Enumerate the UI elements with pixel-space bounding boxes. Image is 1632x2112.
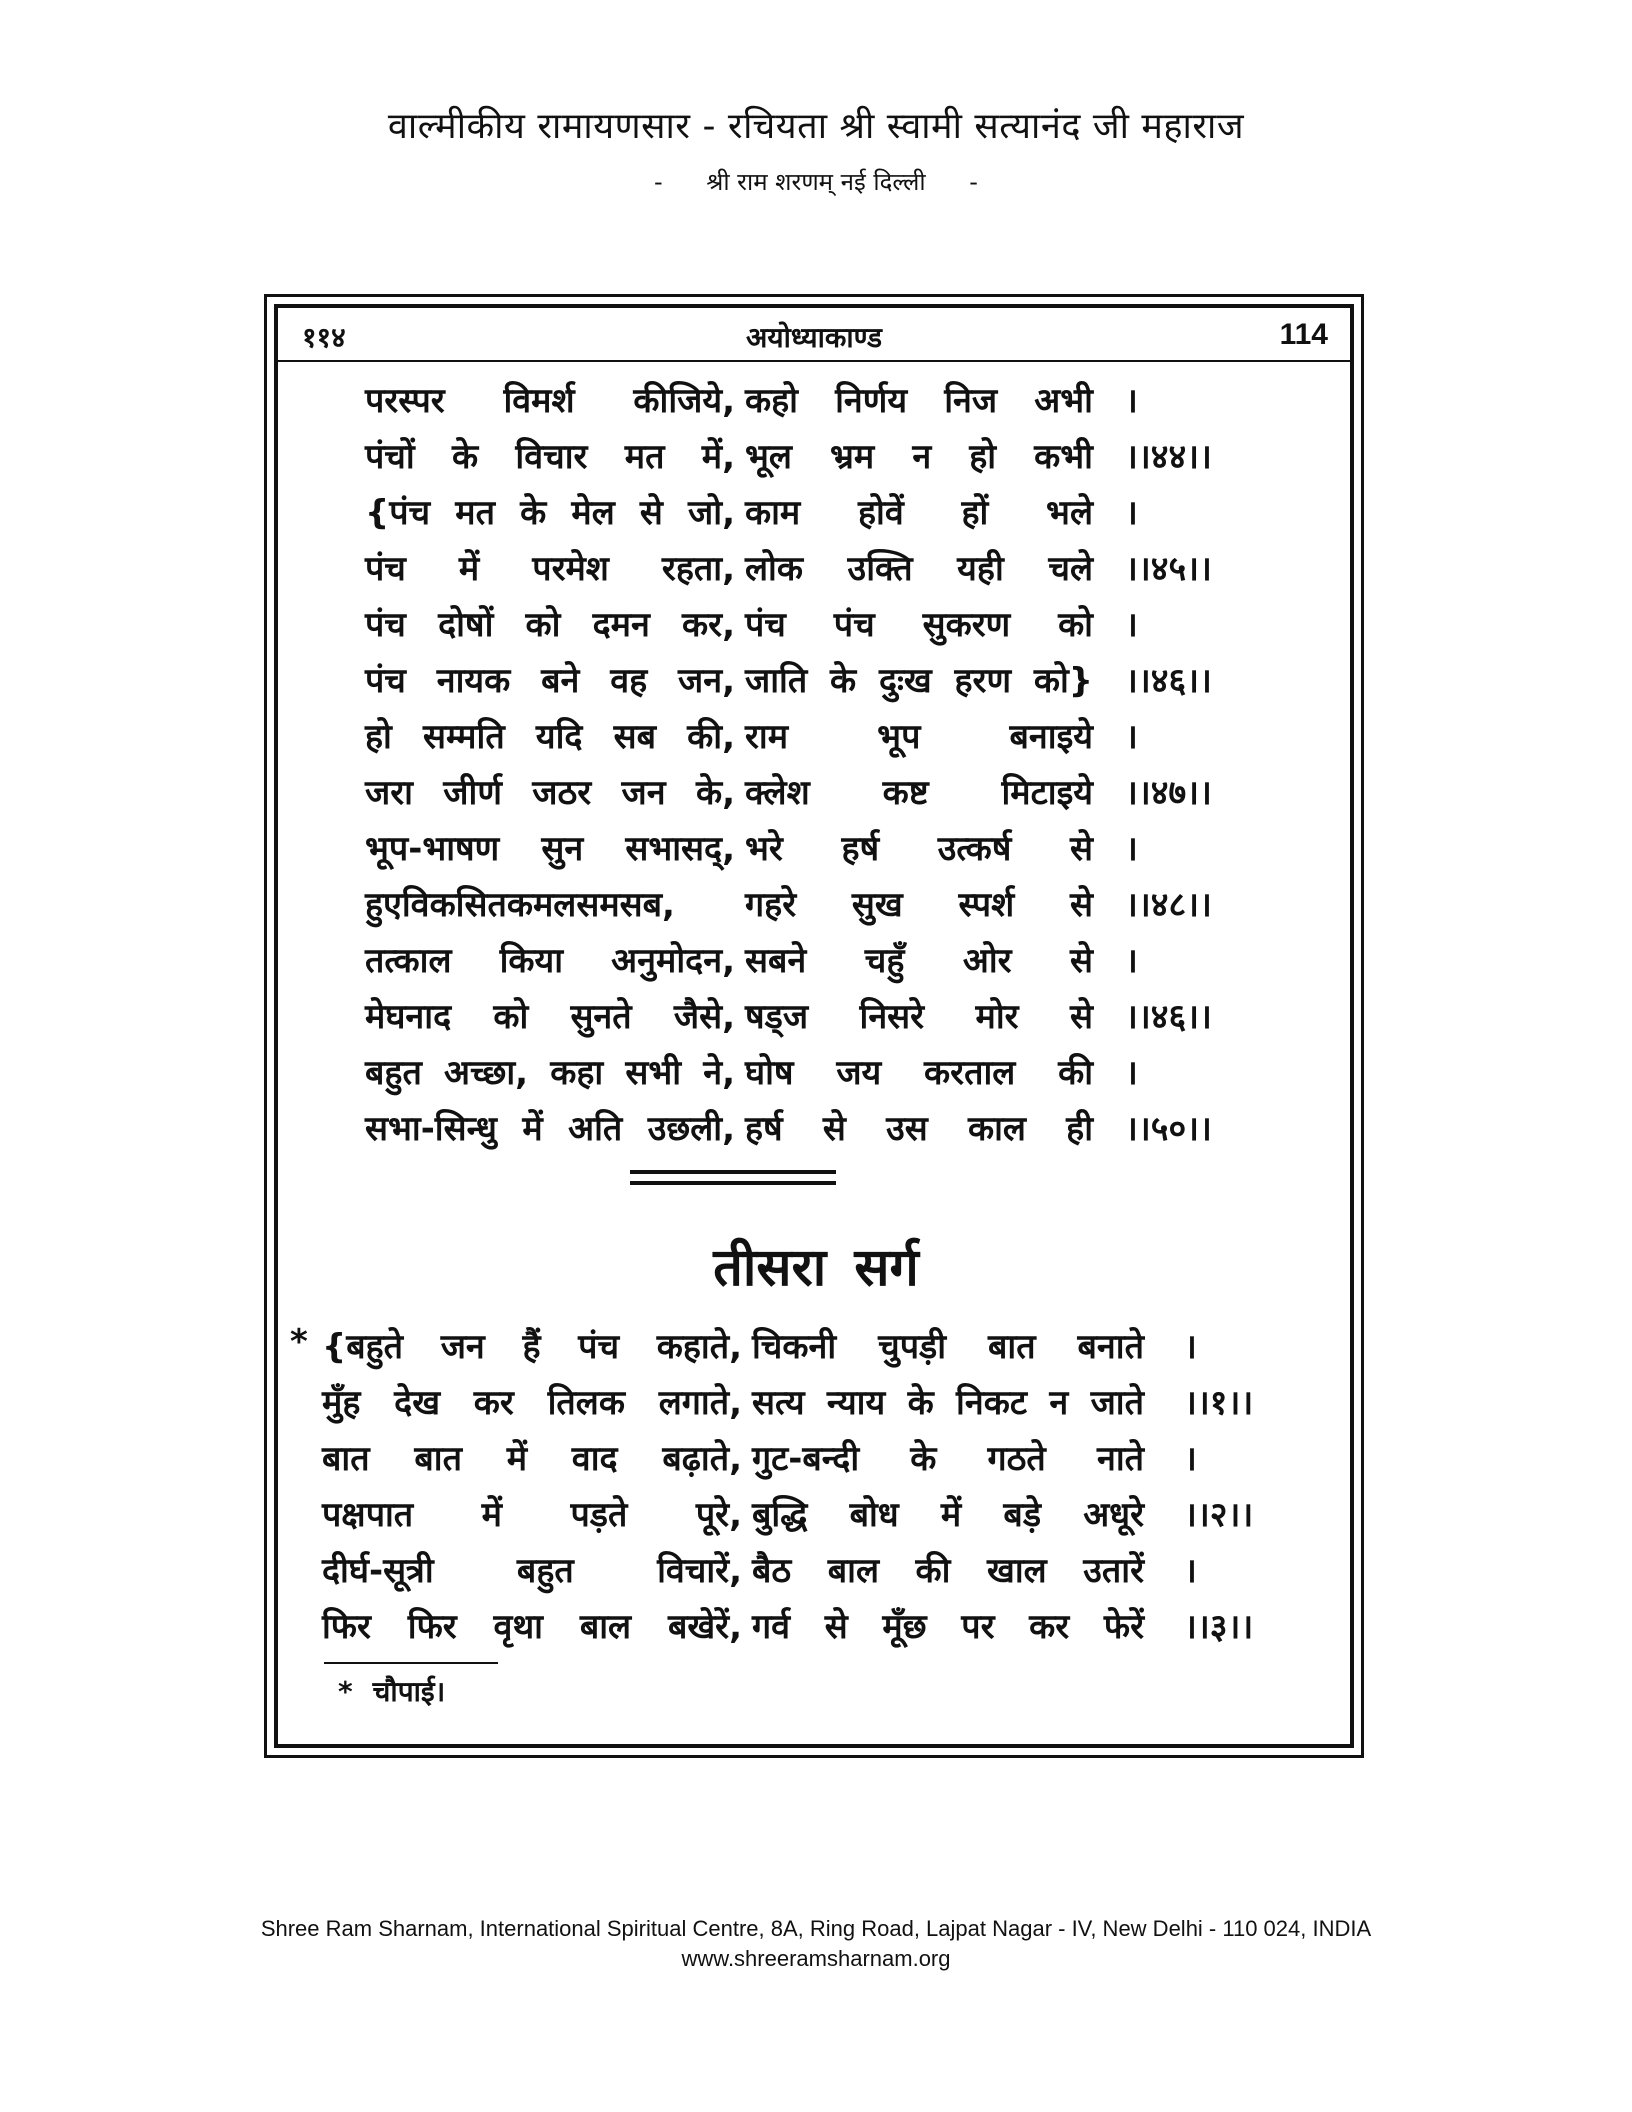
section-title: अयोध्याकाण्ड	[746, 321, 882, 354]
verse-mark: ।	[1125, 493, 1138, 533]
verse-line	[365, 656, 1265, 712]
verse-second-half: क्लेश कष्ट मिटाइये	[745, 773, 1093, 813]
verse-line	[365, 992, 1265, 1048]
verse-line	[365, 768, 1265, 824]
verse-second-half: बुद्धि बोध में बड़े अधूरे	[752, 1495, 1144, 1535]
verse-mark: ।	[1125, 1053, 1138, 1093]
document-title: वाल्मीकीय रामायणसार - रचियता श्री स्वामी सत्यानंद जी महाराज	[387, 106, 1245, 147]
verse-mark: ।	[1184, 1327, 1197, 1367]
verse-line	[290, 1434, 1290, 1490]
verse-block-2	[290, 1322, 1290, 1658]
verse-second-half: कहो निर्णय निज अभी	[745, 381, 1093, 421]
verse-line	[290, 1602, 1290, 1658]
verse-second-half: सत्य न्याय के निकट न जाते	[752, 1383, 1144, 1423]
section-divider-top	[630, 1170, 836, 1174]
verse-second-half: घोष जय करताल की	[745, 1053, 1093, 1093]
verse-mark: ।।१।।	[1184, 1383, 1254, 1423]
verse-first-half: जरा जीर्ण जठर जन के,	[365, 773, 735, 813]
footer-address: Shree Ram Sharnam, International Spiritual Centre, 8A, Ring Road, Lajpat Nagar - IV, New Delhi - 110 024, INDIA	[260, 1916, 1372, 1941]
verse-block-1	[365, 376, 1265, 1160]
verse-first-half: पंचों के विचार मत में,	[365, 437, 735, 477]
verse-first-half: पंच नायक बने वह जन,	[365, 661, 735, 701]
verse-first-half: पंच दोषों को दमन कर,	[365, 605, 735, 645]
verse-line	[365, 1048, 1265, 1104]
verse-line	[365, 712, 1265, 768]
verse-second-half: सबने चहुँ ओर से	[745, 941, 1093, 981]
verse-second-half: हर्ष से उस काल ही	[745, 1109, 1093, 1149]
verse-first-half: दीर्घ-सूत्री बहुत विचारें,	[322, 1551, 742, 1591]
verse-mark: ।	[1125, 941, 1138, 981]
verse-mark: ।	[1125, 717, 1138, 757]
verse-mark: ।।३।।	[1184, 1607, 1254, 1647]
verse-first-half: परस्पर विमर्श कीजिये,	[365, 381, 735, 421]
verse-first-half: {पंच मत के मेल से जो,	[365, 493, 735, 533]
verse-second-half: लोक उक्ति यही चले	[745, 549, 1093, 589]
verse-line	[365, 600, 1265, 656]
verse-first-half: बहुत अच्छा, कहा सभी ने,	[365, 1053, 735, 1093]
verse-mark: ।।४४।।	[1125, 437, 1212, 477]
verse-line	[365, 936, 1265, 992]
verse-mark: ।	[1125, 381, 1138, 421]
subtitle-text: श्री राम शरणम् नई दिल्ली	[706, 168, 926, 196]
verse-second-half: भूल भ्रम न हो कभी	[745, 437, 1093, 477]
subtitle-dash-right: -	[969, 168, 978, 196]
verse-mark: ।	[1184, 1551, 1197, 1591]
verse-first-half: हो सम्मति यदि सब की,	[365, 717, 735, 757]
footnote-star-marker: *	[290, 1322, 308, 1362]
verse-line	[290, 1490, 1290, 1546]
verse-second-half: राम भूप बनाइये	[745, 717, 1093, 757]
verse-second-half: पंच पंच सुकरण को	[745, 605, 1093, 645]
footer-website: www.shreeramsharnam.org	[681, 1946, 951, 1971]
verse-line	[290, 1546, 1290, 1602]
verse-mark: ।	[1125, 829, 1138, 869]
page-header-bar	[278, 318, 1350, 362]
verse-line	[365, 376, 1265, 432]
subtitle-dash-left: -	[654, 168, 663, 196]
verse-line	[365, 488, 1265, 544]
footnote-text: चौपाई।	[372, 1675, 446, 1708]
verse-line	[365, 544, 1265, 600]
section-divider-bottom	[630, 1181, 836, 1185]
verse-second-half: बैठ बाल की खाल उतारें	[752, 1551, 1144, 1591]
verse-mark: ।।२।।	[1184, 1495, 1254, 1535]
verse-first-half: हुएविकसितकमलसमसब,	[365, 885, 675, 925]
verse-second-half: चिकनी चुपड़ी बात बनाते	[752, 1327, 1144, 1367]
verse-second-half: भरे हर्ष उत्कर्ष से	[745, 829, 1093, 869]
verse-first-half: मेघनाद को सुनते जैसे,	[365, 997, 735, 1037]
verse-line	[365, 880, 1265, 936]
sarga-heading: तीसरा सर्ग	[713, 1238, 919, 1298]
footnote	[338, 1672, 445, 1710]
verse-line	[290, 1378, 1290, 1434]
verse-line	[365, 1104, 1265, 1160]
footnote-rule	[324, 1662, 498, 1664]
verse-second-half: गर्व से मूँछ पर कर फेरें	[752, 1607, 1144, 1647]
verse-mark: ।	[1125, 605, 1138, 645]
verse-mark: ।।५०।।	[1125, 1109, 1212, 1149]
verse-first-half: पंच में परमेश रहता,	[365, 549, 735, 589]
verse-first-half: फिर फिर वृथा बाल बखेरें,	[322, 1607, 742, 1647]
verse-first-half: पक्षपात में पड़ते पूरे,	[322, 1495, 742, 1535]
verse-first-half: भूप-भाषण सुन सभासद्,	[365, 829, 735, 869]
verse-first-half: सभा-सिन्धु में अति उछली,	[365, 1109, 735, 1149]
verse-mark: ।।४५।।	[1125, 549, 1212, 589]
document-subtitle	[0, 165, 1632, 198]
verse-mark: ।।४७।।	[1125, 773, 1212, 813]
page-number: 114	[1279, 318, 1328, 351]
verse-mark: ।	[1184, 1439, 1197, 1479]
verse-mark: ।।४६।।	[1125, 997, 1212, 1037]
verse-line	[290, 1322, 1290, 1378]
verse-line	[365, 432, 1265, 488]
verse-first-half: {बहुते जन हैं पंच कहाते,	[322, 1327, 742, 1367]
verse-second-half: गुट-बन्दी के गठते नाते	[752, 1439, 1144, 1479]
verse-first-half: तत्काल किया अनुमोदन,	[365, 941, 735, 981]
asterisk-icon: *	[338, 1675, 353, 1708]
verse-first-half: बात बात में वाद बढ़ाते,	[322, 1439, 742, 1479]
verse-mark: ।।४८।।	[1125, 885, 1212, 925]
verse-mark: ।।४६।।	[1125, 661, 1212, 701]
verse-second-half: काम होवें हों भले	[745, 493, 1093, 533]
verse-second-half: षड्ज निसरे मोर से	[745, 997, 1093, 1037]
verse-line	[365, 824, 1265, 880]
page-number-devanagari: ११४	[302, 321, 346, 354]
verse-first-half: मुँह देख कर तिलक लगाते,	[322, 1383, 742, 1423]
verse-second-half: जाति के दुःख हरण को}	[745, 661, 1093, 701]
verse-second-half: गहरे सुख स्पर्श से	[745, 885, 1093, 925]
